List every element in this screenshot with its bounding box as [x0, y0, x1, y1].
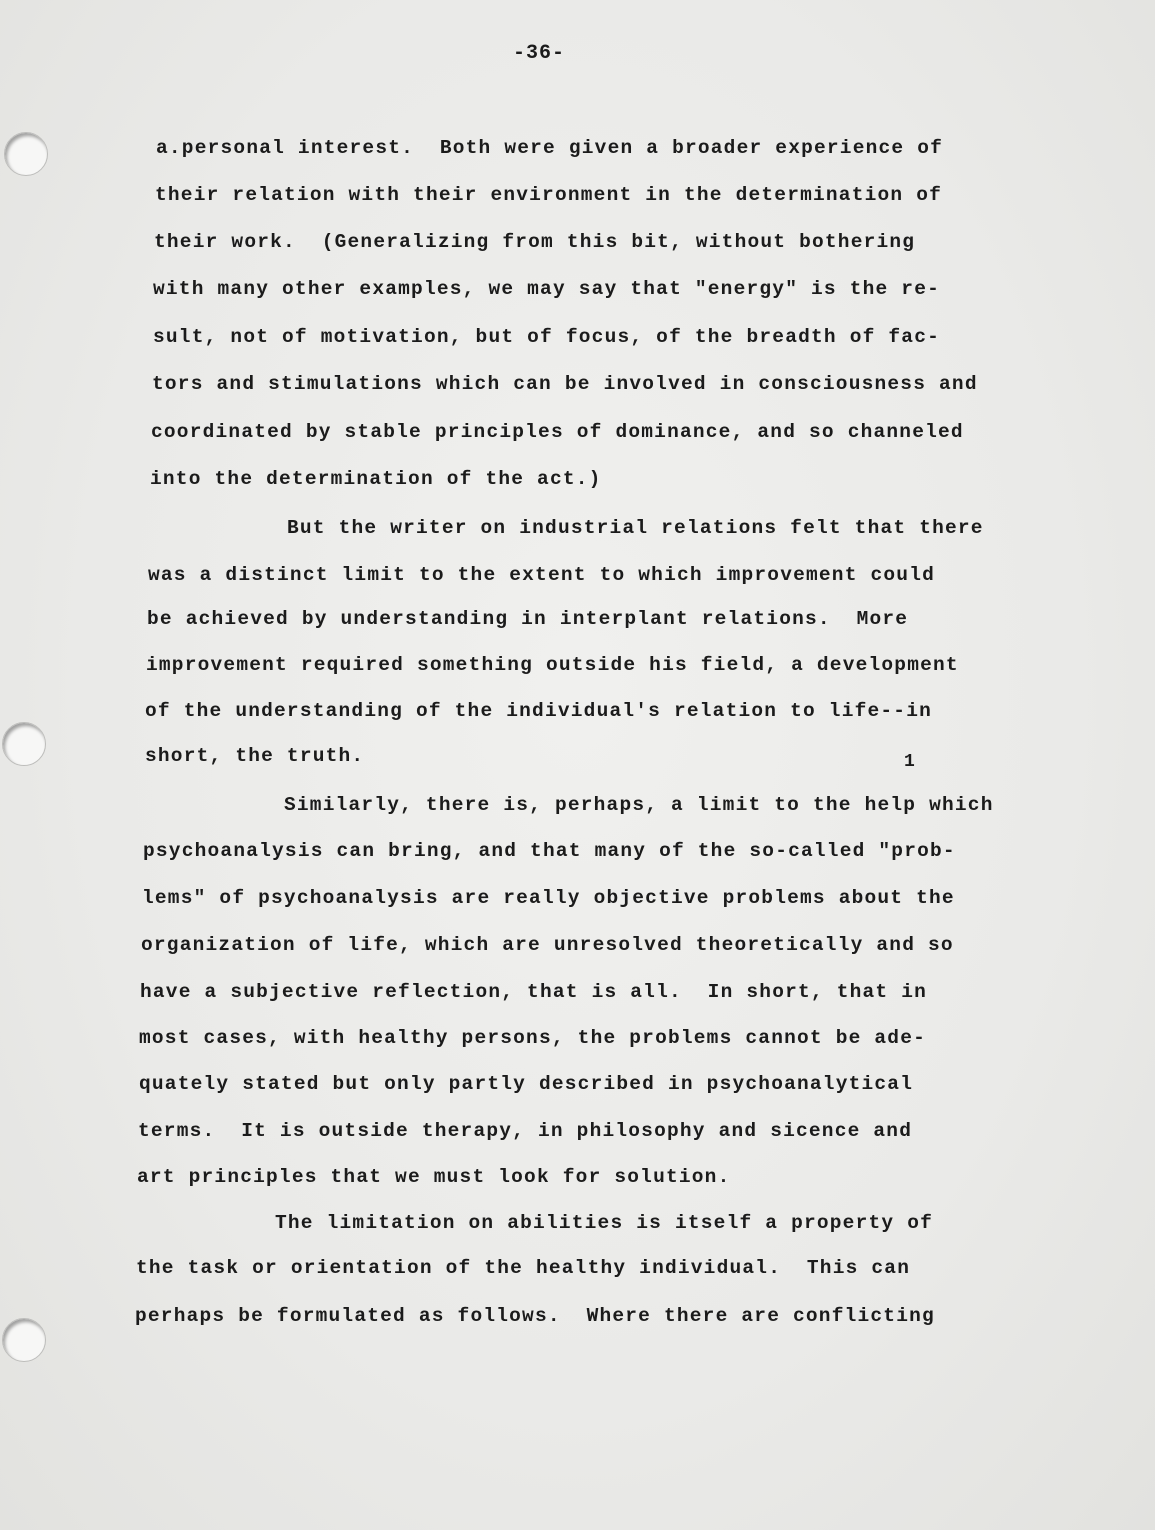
footnote-marker: 1	[904, 752, 915, 772]
text-line: a.personal interest. Both were given a broader experience of	[156, 137, 944, 159]
text-line: The limitation on abilities is itself a property of	[275, 1212, 933, 1234]
text-line: their work. (Generalizing from this bit, without bothering	[154, 231, 916, 253]
text-line: have a subjective reflection, that is all. In short, that in	[140, 981, 928, 1003]
text-line: improvement required something outside his field, a development	[146, 654, 959, 676]
text-line: terms. It is outside therapy, in philosophy and sicence and	[138, 1120, 913, 1142]
text-line: perhaps be formulated as follows. Where there are conflicting	[135, 1305, 935, 1327]
page-number: -36-	[512, 42, 565, 65]
text-line: organization of life, which are unresolved theoretically and so	[141, 934, 954, 956]
text-line: with many other examples, we may say that "energy" is the re-	[153, 278, 941, 300]
binder-hole-middle	[2, 722, 46, 766]
text-line: most cases, with healthy persons, the problems cannot be ade-	[139, 1027, 927, 1049]
text-line: into the determination of the act.)	[150, 468, 602, 490]
text-line: was a distinct limit to the extent to which improvement could	[148, 564, 936, 586]
text-line: sult, not of motivation, but of focus, of the breadth of fac-	[153, 326, 941, 348]
text-line: the task or orientation of the healthy individual. This can	[136, 1257, 911, 1279]
text-line: their relation with their environment in the determination of	[155, 184, 943, 206]
text-line: tors and stimulations which can be involved in consciousness and	[152, 373, 978, 395]
text-line: psychoanalysis can bring, and that many of the so-called "prob-	[143, 840, 956, 862]
text-line: of the understanding of the individual's relation to life--in	[145, 700, 933, 722]
text-line: be achieved by understanding in interplant relations. More	[147, 608, 909, 630]
binder-hole-bottom	[2, 1318, 46, 1362]
text-line: art principles that we must look for solution.	[137, 1166, 731, 1188]
text-line: short, the truth.	[145, 745, 365, 767]
text-line: coordinated by stable principles of dominance, and so channeled	[151, 421, 964, 443]
text-line: quately stated but only partly described in psychoanalytical	[139, 1073, 914, 1095]
text-line: Similarly, there is, perhaps, a limit to the help which	[284, 794, 994, 816]
binder-hole-top	[4, 132, 48, 176]
text-line: lems" of psychoanalysis are really objective problems about the	[142, 887, 955, 909]
text-line: But the writer on industrial relations felt that there	[287, 517, 984, 539]
